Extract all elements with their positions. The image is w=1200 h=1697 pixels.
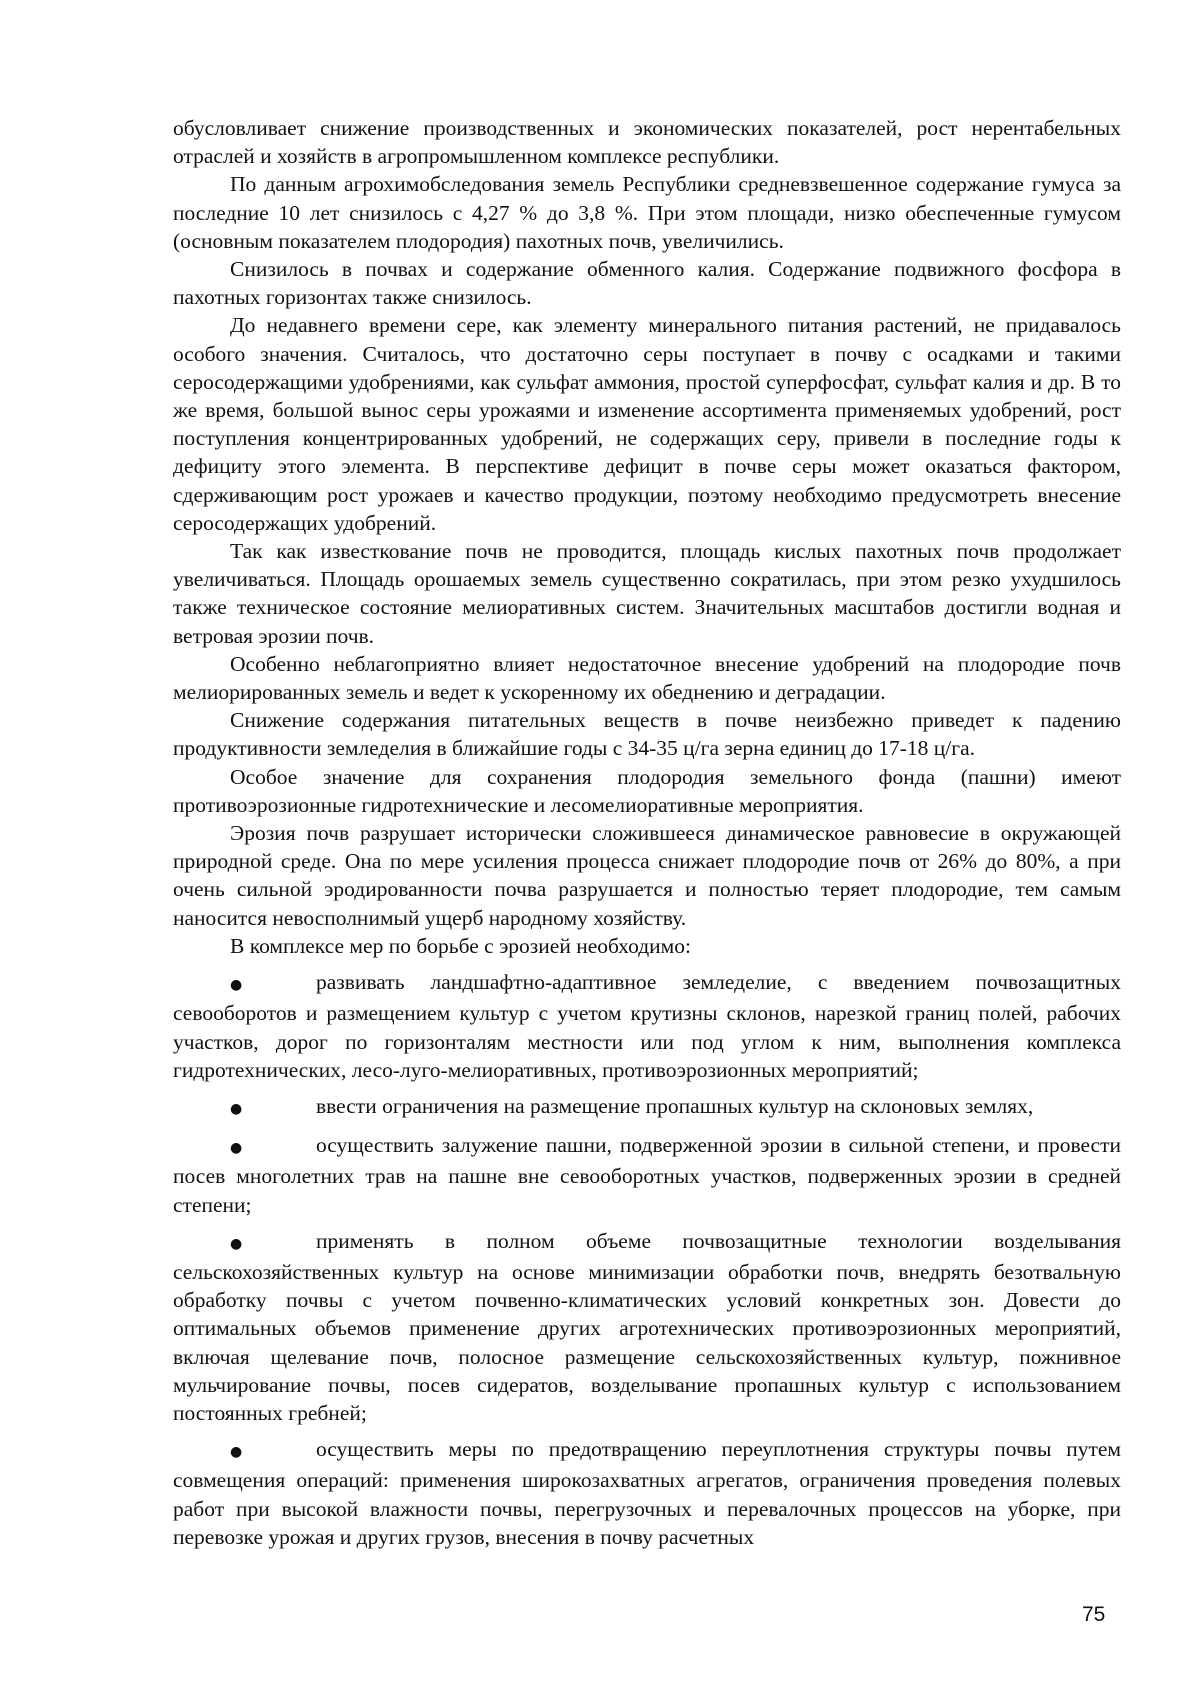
bullet-icon: ● <box>230 977 243 994</box>
paragraph: Снижение содержания питательных веществ в почве неизбежно приведет к падению продуктивности земледелия в ближайшие годы с 34-35 ц/га зерна единиц до 17-18 ц/га. <box>173 708 1121 761</box>
bullet-text: осуществить залужение пашни, подверженной эрозии в сильной степени, и провести посев многолетних трав на пашне вне севооборотных участков, подверженных эрозии в средней степени; <box>173 1133 1121 1217</box>
paragraph: Особое значение для сохранения плодородия земельного фонда (пашни) имеют противоэрозионные гидротехнические и лесомелиоративные мероприятия. <box>173 764 1121 817</box>
page-number: 75 <box>1082 1603 1106 1626</box>
bullet-item <box>173 1092 1121 1123</box>
bullet-item <box>173 968 1121 1084</box>
paragraph: Так как известкование почв не проводится, площадь кислых пахотных почв продолжает увеличиваться. Площадь орошаемых земель существенно сократилась, при этом резко ухудшилось также техническое состояние мелиоративных систем. Значительных масштабов достигли водная и ветровая эрозии почв. <box>173 539 1121 648</box>
bullet-icon: ● <box>230 1235 243 1252</box>
paragraph: Особенно неблагоприятно влияет недостаточное внесение удобрений на плодородие почв мелиорированных земель и ведет к ускоренному их обеднению и деградации. <box>173 651 1121 705</box>
paragraph: Снизилось в почвах и содержание обменного калия. Содержание подвижного фосфора в пахотных горизонтах также снизилось. <box>173 257 1121 310</box>
paragraph: По данным агрохимобследования земель Республики средневзвешенное содержание гумуса за последние 10 лет снизилось с 4,27 % до 3,8 %. При этом площади, низко обеспеченные гумусом (основным показателем плодородия) пахотных почв, увеличились. <box>173 172 1121 253</box>
bullet-text: осуществить меры по предотвращению переуплотнения структуры почвы путем совмещения операций: применения широкозахватных агрегатов, ограничения проведения полевых работ при высокой влажности почвы, перегрузочных и перевалочных процессов на уборке, при перевозке урожая и других грузов, внесения в почву расчетных <box>173 1437 1121 1549</box>
paragraph: Эрозия почв разрушает исторически сложившееся динамическое равновесие в окружающей природной среде. Она по мере усиления процесса снижает плодородие почв от 26% до 80%, а при очень сильной эродированности почва разрушается и полностью теряет плодородие, тем самым наносится невосполнимый ущерб народному хозяйству. <box>173 821 1121 930</box>
bullet-text: ввести ограничения на размещение пропашных культур на склоновых землях, <box>316 1093 1034 1118</box>
bullet-icon: ● <box>230 1100 243 1117</box>
paragraph: В комплексе мер по борьбе с эрозией необходимо: <box>230 933 691 958</box>
bullet-icon: ● <box>230 1140 243 1157</box>
paragraph: До недавнего времени сере, как элементу минерального питания растений, не придавалось особого значения. Считалось, что достаточно серы поступает в почву с осадками и такими серосодержащими удобрениями, как сульфат аммония, простой суперфосфат, сульфат калия и др. В то же время, большой вынос серы урожаями и изменение ассортимента применяемых удобрений, рост поступления концентрированных удобрений, не содержащих серу, привели в последние годы к дефициту этого элемента. В перспективе дефицит в почве серы может оказаться фактором, сдерживающим рост урожаев и качество продукции, поэтому необходимо предусмотреть внесение серосодержащих удобрений. <box>173 313 1121 535</box>
bullet-item <box>173 1227 1121 1427</box>
bullet-text: развивать ландшафтно-адаптивное земледелие, с введением почвозащитных севооборотов и размещением культур с учетом крутизны склонов, нарезкой границ полей, рабочих участков, дорог по горизонталям местности или под углом к ним, выполнения комплекса гидротехнических, лесо-луго-мелиоративных, противоэрозионных мероприятий; <box>173 970 1121 1082</box>
bullet-text: применять в полном объеме почвозащитные технологии возделывания сельскохозяйственных культур на основе минимизации обработки почв, внедрять безотвальную обработку почвы с учетом почвенно-климатических условий конкретных зон. Довести до оптимальных объемов применение других агротехнических противоэрозионных мероприятий, включая щелевание почв, полосное размещение сельскохозяйственных культур, пожнивное мульчирование почвы, посев сидератов, возделывание пропашных культур с использованием постоянных гребней; <box>173 1228 1121 1425</box>
bullet-item <box>173 1435 1121 1551</box>
bullet-icon: ● <box>230 1444 243 1461</box>
page-body <box>173 114 1121 1551</box>
paragraph: обусловливает снижение производственных и экономических показателей, рост нерентабельных отраслей и хозяйств в агропромышленном комплексе республики. <box>173 116 1121 169</box>
bullet-item <box>173 1131 1121 1219</box>
